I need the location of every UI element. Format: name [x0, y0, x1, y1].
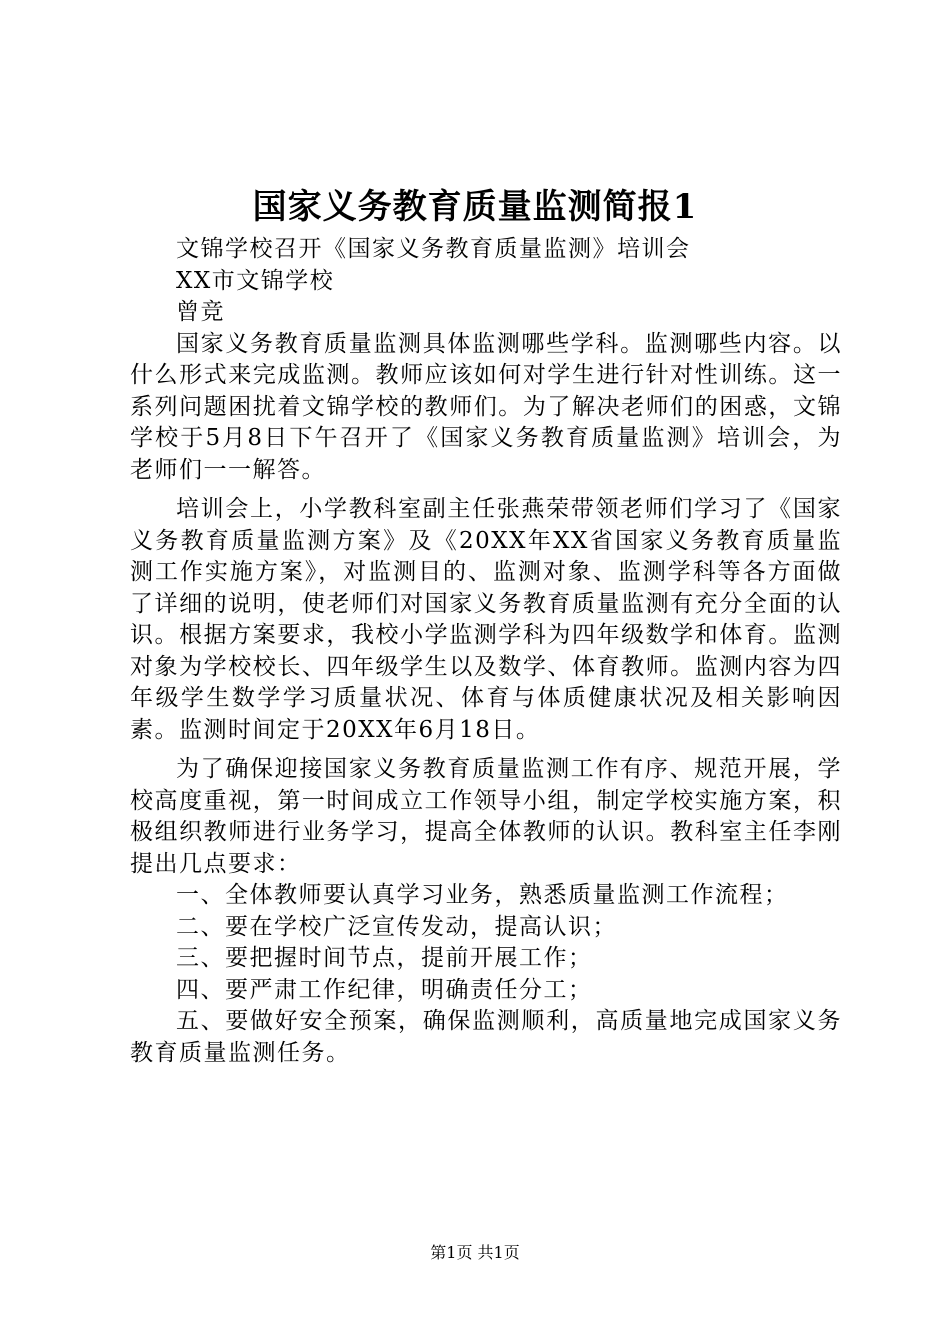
school-name: XX市文锦学校 — [176, 267, 335, 294]
body-paragraph: 培训会上，小学教科室副主任张燕荣带领老师们学习了《国家义务教育质量监测方案》及《20XX年XX省国家义务教育质量监测工作实施方案》，对监测目的、监测对象、监测学科等各方面做了详细的说明，使老师们对国家义务教育质量监测有充分全面的认识。根据方案要求，我校小学监测学科为四年级数学和体育。监测对象为学校校长、四年级学生以及数学、体育教师。监测内容为四年级学生数学学习质量状况、体育与体质健康状况及相关影响因素。监测时间定于20XX年6月18日。 — [130, 496, 842, 743]
requirement-item: 四、要严肃工作纪律，明确责任分工； — [176, 976, 593, 1003]
page-footer: 第1页 共1页 — [430, 1243, 520, 1262]
document-body — [130, 234, 842, 1069]
body-paragraph: 为了确保迎接国家义务教育质量监测工作有序、规范开展，学校高度重视，第一时间成立工作领导小组，制定学校实施方案，积极组织教师进行业务学习，提高全体教师的认识。教科室主任李刚提出几点要求： — [130, 756, 842, 877]
requirement-item: 三、要把握时间节点，提前开展工作； — [176, 945, 593, 971]
requirement-item: 一、全体教师要认真学习业务，熟悉质量监测工作流程； — [176, 882, 789, 908]
subheading-meeting: 文锦学校召开《国家义务教育质量监测》培训会 — [176, 236, 691, 262]
document-title: 国家义务教育质量监测简报1 — [252, 187, 698, 227]
body-paragraph: 国家义务教育质量监测具体监测哪些学科。监测哪些内容。以什么形式来完成监测。教师应该如何对学生进行针对性训练。这一系列问题困扰着文锦学校的教师们。为了解决老师们的困惑，文锦学校于5月8日下午召开了《国家义务教育质量监测》培训会，为老师们一一解答。 — [130, 330, 842, 483]
requirement-item: 五、要做好安全预案，确保监测顺利，高质量地完成国家义务教育质量监测任务。 — [130, 1008, 842, 1066]
author-name: 曾竞 — [176, 299, 225, 325]
requirement-item: 二、要在学校广泛宣传发动，提高认识； — [176, 913, 617, 940]
